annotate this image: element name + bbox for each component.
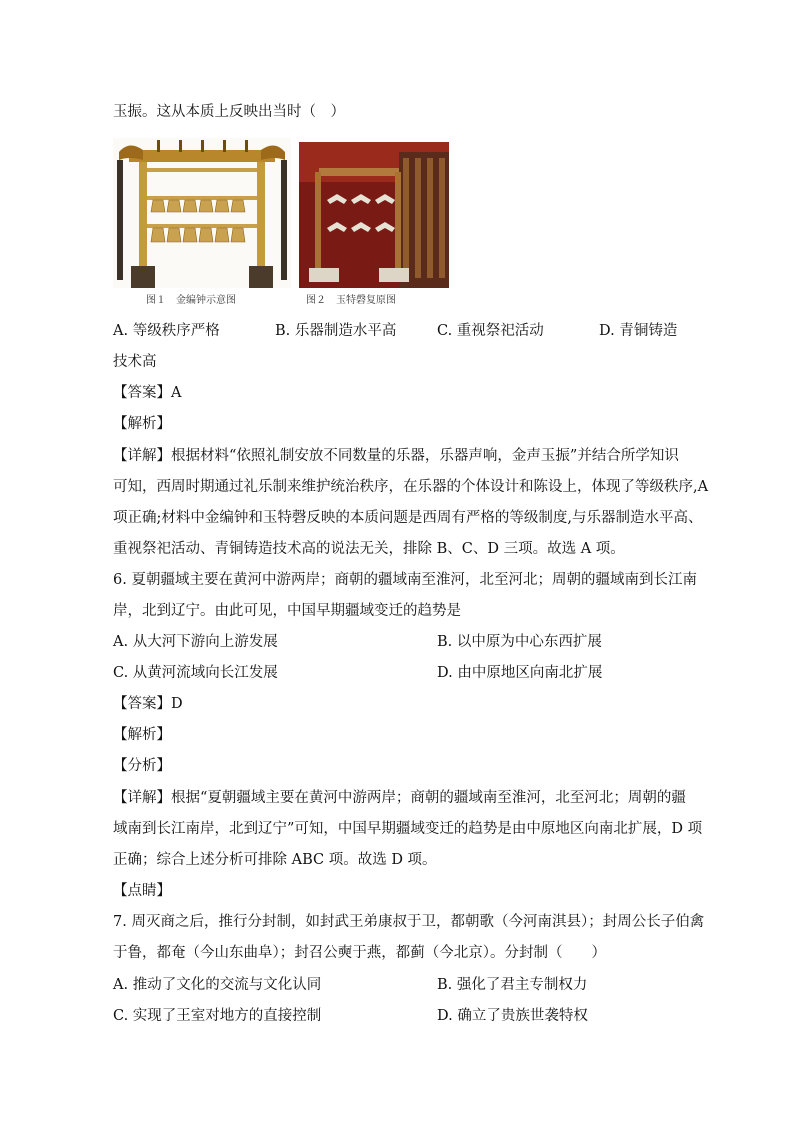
q5-option-a: A. 等级秩序严格 <box>113 323 220 339</box>
q5-option-b: B. 乐器制造水平高 <box>275 323 397 339</box>
q6-analysis-heading: 【解析】 <box>113 727 171 743</box>
q6-option-d: D. 由中原地区向南北扩展 <box>437 665 603 681</box>
gold-bianzhong-image <box>113 138 291 288</box>
q7-option-b: B. 强化了君主专制权力 <box>437 977 588 993</box>
q6-stem-line: 岸，北到辽宁。由此可见，中国早期疆域变迁的趋势是 <box>113 603 461 619</box>
q6-detail-line: 域南到长江南岸，北到辽宁”可知，中国早期疆域变迁的趋势是由中原地区向南北扩展，D 项 <box>113 821 703 837</box>
q6-option-c: C. 从黄河流域向长江发展 <box>113 665 278 681</box>
fig1-caption: 图１ 金编钟示意图 <box>146 295 236 306</box>
q7-stem-line: 于鲁，都奄（今山东曲阜）；封召公奭于燕，都蓟（今北京）。分封制（ ） <box>113 945 606 961</box>
q7-stem-line: 7. 周灭商之后，推行分封制，如封武王弟康叔于卫，都朝歌（今河南淇县）；封周公长子伯禽 <box>113 914 705 930</box>
q6-option-b: B. 以中原为中心东西扩展 <box>437 634 602 650</box>
jade-chime-image <box>299 142 449 288</box>
q7-option-d: D. 确立了贵族世袭特权 <box>437 1008 588 1024</box>
q7-option-a: A. 推动了文化的交流与文化认同 <box>113 977 322 993</box>
q5-detail-line: 可知，西周时期通过礼乐制来维护统治秩序，在乐器的个体设计和陈设上，体现了等级秩序,A <box>113 479 709 495</box>
q5-detail-line: 重视祭祀活动、青铜铸造技术高的说法无关，排除 B、C、D 三项。故选 A 项。 <box>113 541 625 557</box>
q5-option-d-continued: 技术高 <box>113 354 157 370</box>
q5-analysis-heading: 【解析】 <box>113 416 171 432</box>
q5-option-d: D. 青铜铸造 <box>599 323 678 339</box>
q6-fenxi-heading: 【分析】 <box>113 758 171 774</box>
q6-detail-line: 正确；综合上述分析可排除 ABC 项。故选 D 项。 <box>113 852 437 868</box>
q6-detail-line: 【详解】根据“夏朝疆域主要在黄河中游两岸；商朝的疆域南至淮河，北至河北；周朝的疆 <box>113 790 686 806</box>
q6-stem-line: 6. 夏朝疆域主要在黄河中游两岸；商朝的疆域南至淮河，北至河北；周朝的疆域南到长江南 <box>113 572 697 588</box>
q7-option-c: C. 实现了王室对地方的直接控制 <box>113 1008 322 1024</box>
q5-stem-tail: 玉振。这从本质上反映出当时（ ） <box>113 104 345 120</box>
q5-detail-line: 【详解】根据材料“依照礼制安放不同数量的乐器，乐器声响，金声玉振”并结合所学知识 <box>113 448 679 464</box>
q6-option-a: A. 从大河下游向上游发展 <box>113 634 278 650</box>
q5-option-c: C. 重视祭祀活动 <box>437 323 544 339</box>
fig2-caption: 图２ 玉特磬复原图 <box>306 295 396 306</box>
q6-dianjing-heading: 【点睛】 <box>113 883 171 899</box>
q6-answer: 【答案】D <box>113 696 183 712</box>
q5-detail-line: 项正确;材料中金编钟和玉特磬反映的本质问题是西周有严格的等级制度,与乐器制造水平高、 <box>113 510 703 526</box>
q5-answer: 【答案】A <box>113 385 182 401</box>
